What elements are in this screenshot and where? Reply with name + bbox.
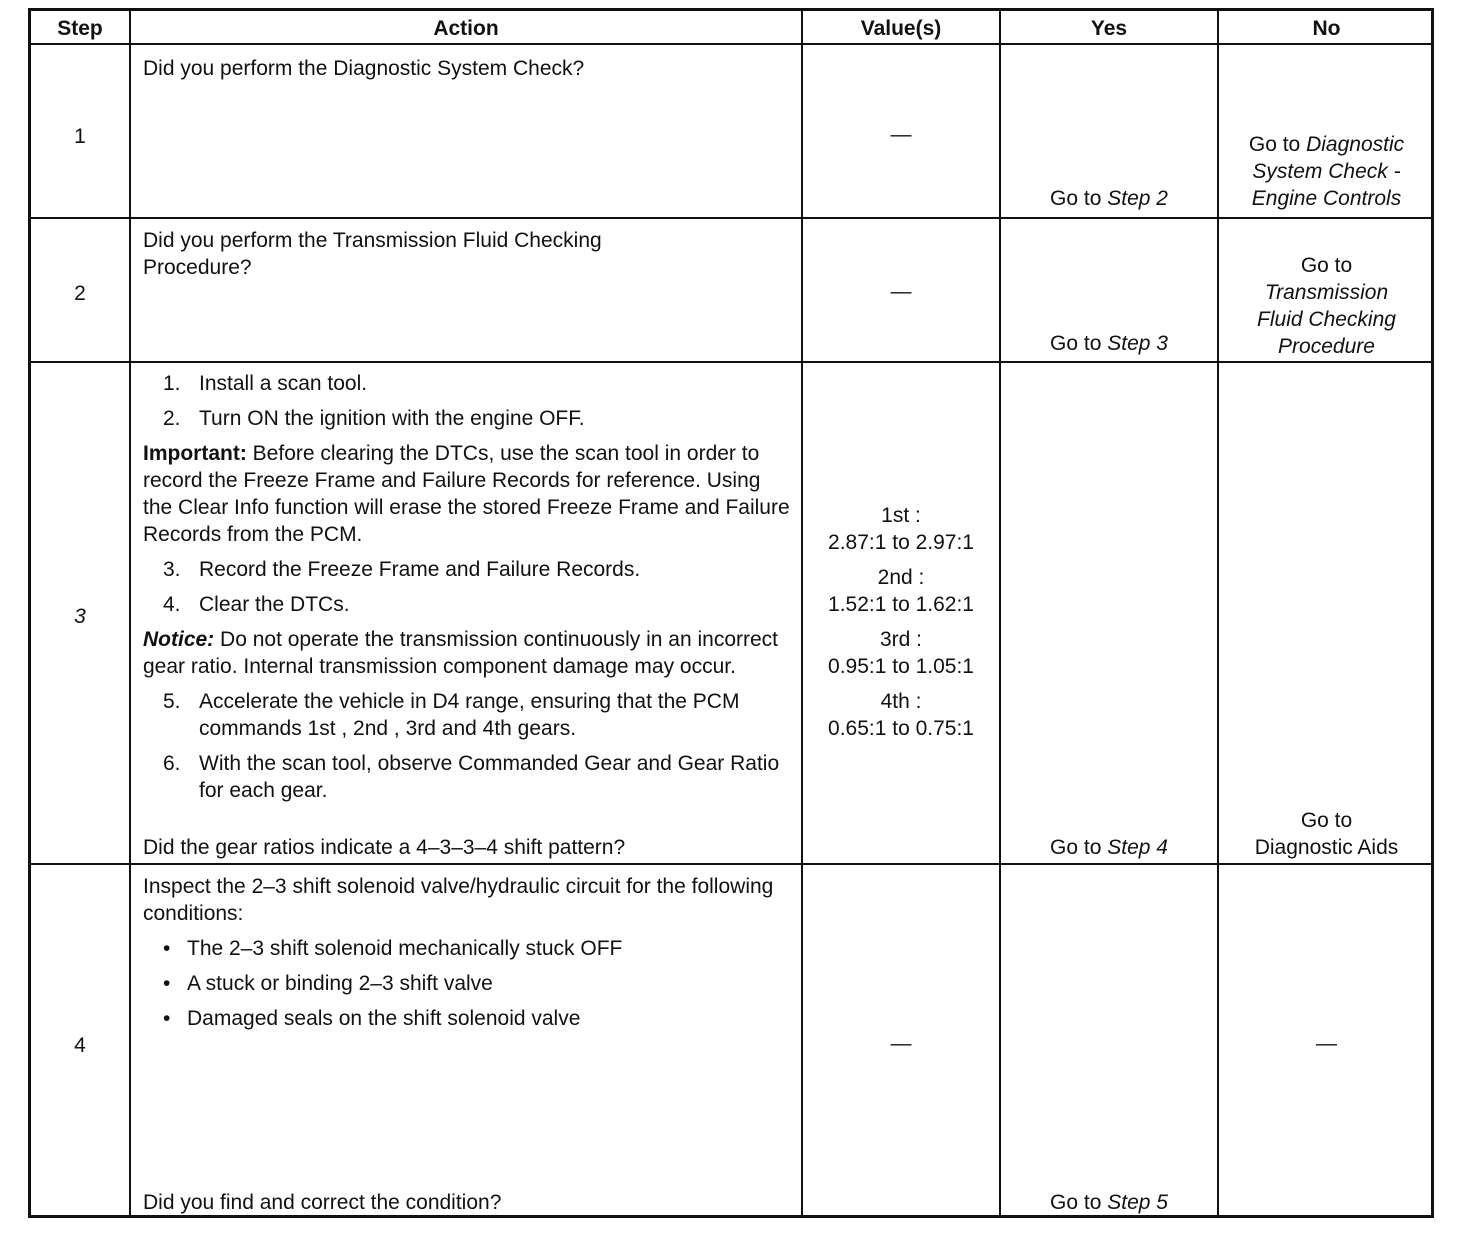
step-2-number: 2 [74,282,86,305]
step-1-yes-prefix: Go to [1050,187,1102,210]
step-2-no-link-2[interactable]: Fluid Checking [1257,308,1396,331]
step-4-bullet-2: • A stuck or binding 2–3 shift valve [163,972,493,995]
step-3-item-4: 4. Clear the DTCs. [163,593,350,616]
col-divider-1 [129,11,131,1215]
step-1-action: Did you perform the Diagnostic System Check? [143,57,585,80]
step-4-yes[interactable] [1001,1189,1217,1216]
row-divider-2 [31,361,1431,363]
row-divider-1 [31,217,1431,219]
step-4-intro: Inspect the 2–3 shift solenoid valve/hydraulic circuit for the following conditions: [143,875,774,925]
step-3-item-5: 5. Accelerate the vehicle in D4 range, ensuring that the PCM commands 1st , 2nd , 3rd and 4th gears. [163,690,740,740]
step-3-item-3: 3. Record the Freeze Frame and Failure Records. [163,558,641,581]
row-divider-3 [31,863,1431,865]
step-3-no-line1: Go to [1300,809,1353,832]
step-1-no[interactable] [1219,131,1434,212]
step-3-notice: Notice: Do not operate the transmission continuously in an incorrect gear ratio. Internal transmission component damage may occur. [143,628,778,678]
header-action: Action [433,17,499,40]
step-2-no-prefix: Go to [1300,254,1353,277]
step-4-action [143,873,791,1040]
gear-ratio-2nd: 2nd : 1.52:1 to 1.62:1 [828,566,974,616]
step-3-action [143,370,791,812]
step-1-no-link-1[interactable]: Diagnostic [1306,133,1405,156]
step-1-no-link-3[interactable]: Engine Controls [1251,187,1402,210]
step-1-no-link-2[interactable]: System Check - [1252,160,1401,183]
step-3-item-2: 2. Turn ON the ignition with the engine OFF. [163,407,585,430]
step-2-yes[interactable] [1001,330,1217,357]
step-2-action-line2: Procedure? [143,256,252,279]
step-2-no[interactable] [1219,252,1434,360]
step-1-yes-link[interactable]: Step 2 [1107,187,1168,210]
step-3-question: Did the gear ratios indicate a 4–3–3–4 shift pattern? [143,836,626,859]
step-2-yes-prefix: Go to [1050,332,1102,355]
step-4-no: — [1316,1032,1337,1055]
step-3-number: 3 [74,605,86,628]
step-1-no-prefix: Go to [1248,133,1301,156]
step-4-yes-link[interactable]: Step 5 [1107,1191,1168,1214]
step-2-action-line1: Did you perform the Transmission Fluid Checking [143,229,602,252]
header-no: No [1312,17,1341,40]
step-3-no-line2[interactable]: Diagnostic Aids [1254,836,1399,859]
header-step: Step [57,17,103,40]
step-2-value: — [890,280,912,303]
header-yes: Yes [1090,17,1128,40]
header-values: Value(s) [860,17,942,40]
step-3-item-6: 6. With the scan tool, observe Commanded Gear and Gear Ratio for each gear. [163,752,780,802]
step-3-yes-link[interactable]: Step 4 [1107,836,1168,859]
step-3-item-1: 1. Install a scan tool. [163,372,368,395]
gear-ratio-4th: 4th : 0.65:1 to 0.75:1 [828,690,974,740]
gear-ratio-3rd: 3rd : 0.95:1 to 1.05:1 [828,628,974,678]
diagnostic-table [28,8,1434,1218]
step-2-no-link-1[interactable]: Transmission [1264,281,1389,304]
step-2-action [143,227,793,281]
step-2-no-link-3[interactable]: Procedure [1278,335,1375,358]
step-4-yes-prefix: Go to [1050,1191,1102,1214]
step-2-yes-link[interactable]: Step 3 [1107,332,1168,355]
step-3-no[interactable] [1219,807,1434,861]
step-1-value: — [890,123,912,146]
step-3-important: Important: Before clearing the DTCs, use the scan tool in order to record the Freeze Frame and Failure Records for reference. Using the Clear Info function will erase the stored Freeze Frame and Failure Records from the PCM. [143,442,790,546]
step-3-yes[interactable] [1001,834,1217,861]
step-4-question: Did you find and correct the condition? [143,1191,502,1214]
step-4-bullet-3: • Damaged seals on the shift solenoid valve [163,1007,581,1030]
step-3-yes-prefix: Go to [1050,836,1102,859]
gear-ratio-1st: 1st : 2.87:1 to 2.97:1 [828,504,974,554]
step-4-bullet-1: • The 2–3 shift solenoid mechanically stuck OFF [163,937,623,960]
step-1-yes[interactable] [1001,185,1217,212]
step-4-value: — [890,1032,912,1055]
step-4-number: 4 [74,1034,86,1057]
step-3-values [803,502,999,750]
step-1-number: 1 [74,125,86,148]
